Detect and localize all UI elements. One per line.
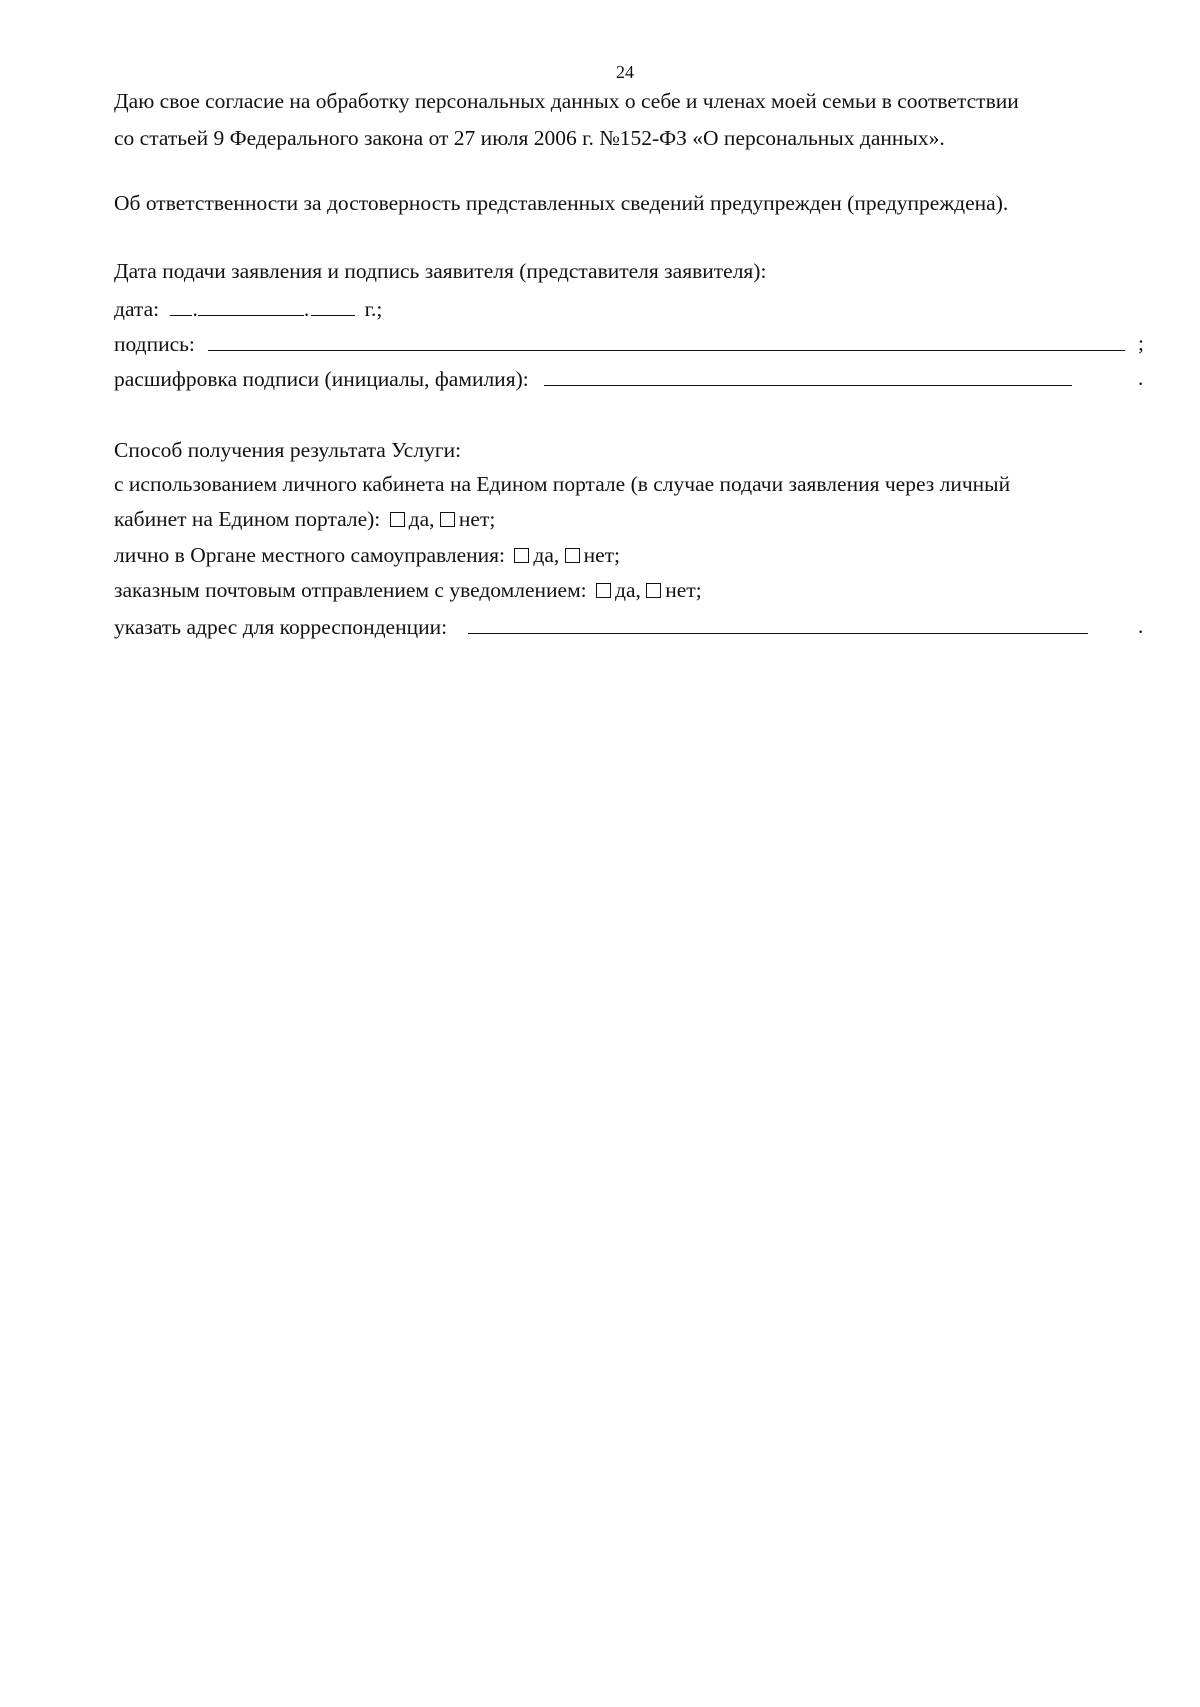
signature-label: подпись:	[114, 332, 195, 356]
in-person-yes-checkbox[interactable]	[514, 548, 529, 563]
consent-line-1: Даю свое согласие на обработку персональных данных о себе и членах моей семьи в соответствии	[114, 89, 1019, 113]
portal-yes-label: да,	[408, 507, 435, 531]
mail-yes-checkbox[interactable]	[596, 583, 611, 598]
in-person-row	[114, 542, 620, 568]
consent-line-2: со статьей 9 Федерального закона от 27 июля 2006 г. №152-ФЗ «О персональных данных».	[114, 126, 945, 150]
transcript-label: расшифровка подписи (инициалы, фамилия):	[114, 367, 529, 391]
portal-prefix: кабинет на Едином портале):	[114, 507, 381, 531]
transcript-end: .	[1138, 366, 1144, 390]
address-row	[114, 613, 1088, 640]
date-suffix: г.;	[364, 297, 383, 321]
signature-heading: Дата подачи заявления и подпись заявителя (представителя заявителя):	[114, 259, 767, 283]
transcript-field[interactable]	[544, 365, 1072, 386]
mail-yes-label: да,	[615, 578, 641, 602]
transcript-row	[114, 365, 1072, 392]
signature-row	[114, 330, 1125, 357]
page-number: 24	[616, 62, 634, 82]
signature-field[interactable]	[208, 330, 1125, 351]
in-person-no-checkbox[interactable]	[565, 548, 580, 563]
address-end: .	[1138, 614, 1144, 638]
date-separator: .	[192, 297, 198, 321]
portal-yes-checkbox[interactable]	[390, 512, 405, 527]
portal-line-1: с использованием личного кабинета на Едином портале (в случае подачи заявления через личный	[114, 472, 1011, 496]
in-person-prefix: лично в Органе местного самоуправления:	[114, 543, 505, 567]
mail-prefix: заказным почтовым отправлением с уведомлением:	[114, 578, 587, 602]
signature-end: ;	[1138, 331, 1144, 355]
portal-line-2	[114, 506, 495, 532]
mail-no-checkbox[interactable]	[646, 583, 661, 598]
address-label: указать адрес для корреспонденции:	[114, 615, 448, 639]
date-year-field[interactable]	[311, 295, 355, 316]
in-person-no-label: нет;	[583, 543, 621, 567]
in-person-yes-label: да,	[533, 543, 560, 567]
portal-no-checkbox[interactable]	[440, 512, 455, 527]
mail-row	[114, 577, 702, 603]
date-day-field[interactable]	[170, 295, 192, 316]
date-separator: .	[303, 297, 310, 321]
address-field[interactable]	[468, 613, 1088, 634]
date-month-field[interactable]	[198, 295, 304, 316]
date-row	[114, 295, 382, 322]
delivery-heading: Способ получения результата Услуги:	[114, 438, 462, 462]
date-label: дата:	[114, 297, 160, 321]
responsibility-text: Об ответственности за достоверность представленных сведений предупрежден (предупреждена).	[114, 191, 1009, 215]
portal-no-label: нет;	[458, 507, 496, 531]
mail-no-label: нет;	[665, 578, 702, 602]
